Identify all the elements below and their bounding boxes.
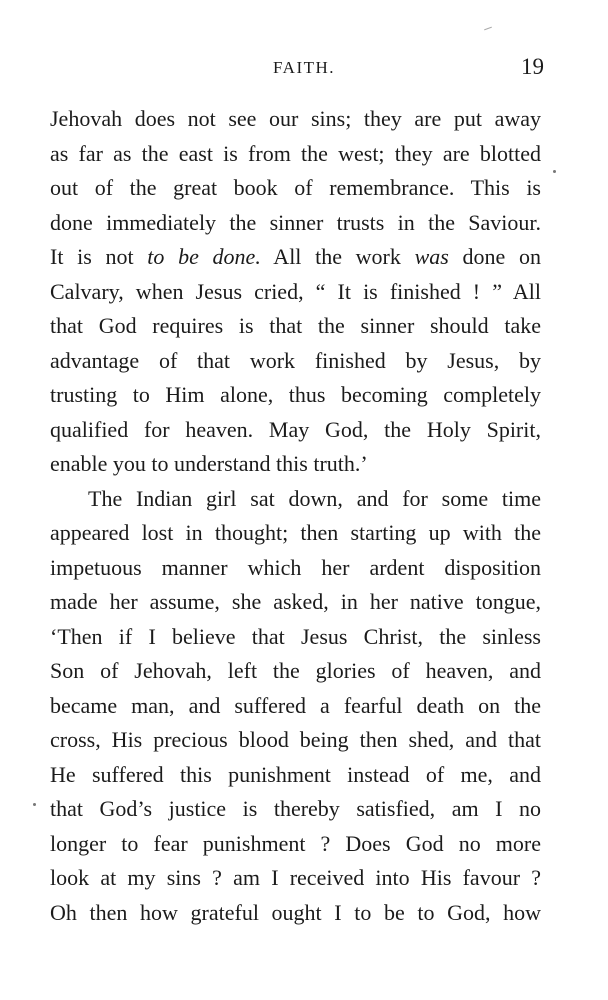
text-line	[50, 620, 541, 655]
text-line	[50, 654, 541, 689]
text-run: qualified for heaven. May God, the Holy Spirit,	[50, 416, 541, 442]
text-line	[50, 896, 541, 931]
text-run: appeared lost in thought; then starting up with the	[50, 520, 541, 545]
text-run: done immediately the sinner trusts in the Saviour.	[50, 209, 541, 235]
text-line	[50, 585, 541, 620]
paragraph	[50, 482, 541, 931]
text-run: as far as the east is from the west; they are blotted	[50, 140, 541, 166]
text-line	[50, 378, 541, 413]
text-run: longer to fear punishment ? Does God no more	[50, 830, 541, 856]
paragraph	[50, 102, 541, 482]
scan-speck	[553, 170, 556, 173]
text-run: look at my sins ? am I received into His favour ?	[50, 865, 541, 890]
running-title: FAITH.	[272, 58, 336, 77]
scan-speck	[33, 803, 36, 806]
text-run: that God’s justice is thereby satisfied, am I no	[50, 796, 541, 821]
text-line	[50, 861, 541, 896]
text-run: All the work	[260, 244, 415, 269]
text-run: made her assume, she asked, in her native tongue,	[50, 589, 541, 614]
text-line	[50, 137, 541, 172]
text-line	[50, 827, 541, 862]
text-line	[50, 758, 541, 793]
italic-text: to be done.	[147, 244, 261, 269]
text-run: Oh then how grateful ought I to be to God, how	[50, 899, 541, 925]
text-line	[50, 482, 541, 517]
text-run: impetuous manner which her ardent disposition	[50, 554, 541, 580]
scan-speck	[484, 27, 492, 31]
text-line	[50, 792, 541, 827]
text-run: The Indian girl sat down, and for some time	[88, 485, 541, 511]
text-line	[50, 344, 541, 379]
text-run: Calvary, when Jesus cried, “ It is finished ! ” All	[50, 278, 541, 304]
text-line	[50, 413, 541, 448]
text-run: ‘Then if I believe that Jesus Christ, the sinless	[50, 623, 541, 649]
text-line	[50, 102, 541, 137]
text-run: Jehovah does not see our sins; they are put away	[50, 106, 541, 131]
text-run: It is not	[50, 244, 148, 269]
text-run: that God requires is that the sinner should take	[50, 313, 541, 338]
text-line	[50, 309, 541, 344]
page-number: 19	[521, 54, 544, 79]
text-run: done on	[448, 244, 541, 269]
text-line	[50, 516, 541, 551]
text-run: trusting to Him alone, thus becoming completely	[50, 382, 541, 407]
text-line	[50, 240, 541, 275]
text-run: cross, His precious blood being then shed, and that	[50, 727, 541, 752]
text-run: advantage of that work finished by Jesus, by	[50, 347, 541, 373]
text-line	[50, 689, 541, 724]
italic-text: was	[414, 244, 449, 269]
body-text	[50, 102, 541, 930]
text-line	[50, 275, 541, 310]
text-line	[50, 551, 541, 586]
text-run: Son of Jehovah, left the glories of heaven, and	[50, 658, 541, 683]
text-run: out of the great book of remembrance. This is	[50, 175, 541, 200]
text-line	[50, 171, 541, 206]
text-run: became man, and suffered a fearful death on the	[50, 692, 541, 718]
text-line	[50, 723, 541, 758]
text-line	[50, 447, 541, 482]
text-run: He suffered this punishment instead of me, and	[50, 761, 541, 787]
text-line	[50, 206, 541, 241]
text-run: enable you to understand this truth.’	[50, 451, 368, 476]
